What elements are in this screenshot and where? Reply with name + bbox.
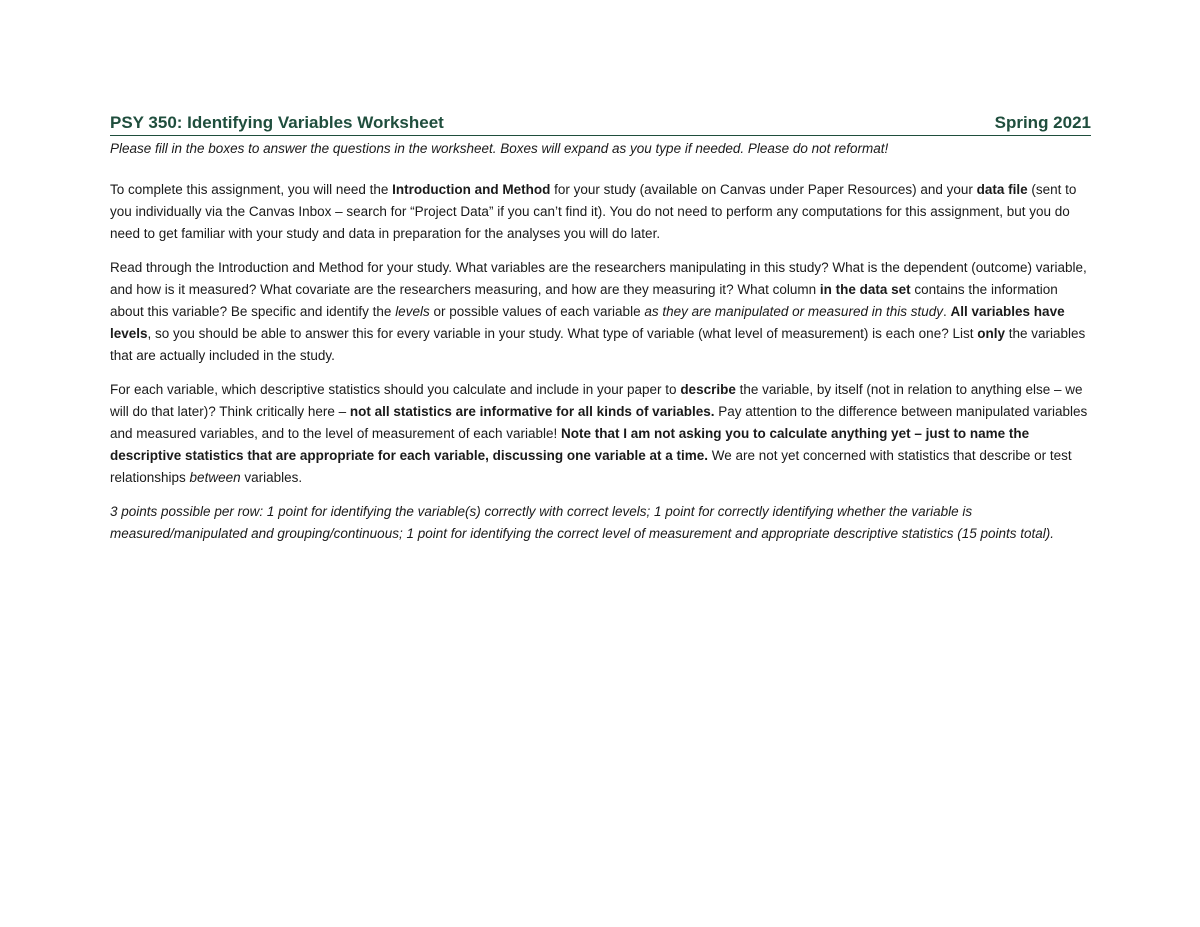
paragraph-descriptives (110, 379, 1091, 489)
paragraph-variables (110, 257, 1091, 367)
bold-text: All variables have levels (110, 304, 1065, 341)
text-span: To complete this assignment, you will need the (110, 182, 393, 197)
text-span: We are not yet concerned with statistics that describe or test relationships (110, 448, 1072, 485)
bold-text: only (977, 326, 1005, 341)
paragraph-scoring: 3 points possible per row: 1 point for identifying the variable(s) correctly with correct levels; 1 point for correctly identifying whether the variable is measured/manipulated and grouping/continuous; 1 point for identifying the correct level of measurement and appropriate descriptive statistics (15 points total). (110, 504, 1055, 541)
text-span: . (943, 304, 951, 319)
bold-text: in the data set (819, 282, 911, 297)
text-span: the variables that are actually included in the study. (110, 326, 1086, 363)
text-span: Read through the Introduction and Method for your study. What variables are the researchers manipulating in this study? What is the dependent (outcome) variable, and how is it measured? What covariate are the researchers measuring, and how are they measuring it? What column (110, 260, 1087, 297)
term-label: Spring 2021 (994, 113, 1091, 132)
text-span: or possible values of each variable (429, 304, 645, 319)
italic-text: as they are manipulated or measured in this study (644, 304, 943, 319)
page-title: PSY 350: Identifying Variables Worksheet (110, 113, 444, 132)
bold-text: Note that I am not asking you to calculate anything yet – just to name the descriptive statistics that are appropriate for each variable, discussing one variable at a time. (110, 426, 1030, 463)
instructions-text: Please fill in the boxes to answer the questions in the worksheet. Boxes will expand as you type if needed. Please do not reformat! (110, 141, 889, 156)
text-span: the variable, by itself (not in relation to anything else – we will do that later)? Think critically here – (110, 382, 1083, 419)
bold-text: not all statistics are informative for all kinds of variables. (349, 404, 715, 419)
italic-text: levels (395, 304, 430, 319)
text-span: variables. (240, 470, 303, 485)
bold-text: describe (680, 382, 736, 397)
worksheet-page (110, 112, 1091, 545)
text-span: Pay attention to the difference between manipulated variables and measured variables, and to the level of measurement of each variable! (110, 404, 1088, 441)
bold-text: data file (976, 182, 1028, 197)
bold-text: Introduction and Method (392, 182, 551, 197)
italic-text: between (189, 470, 241, 485)
text-span: For each variable, which descriptive statistics should you calculate and include in your paper to (110, 382, 681, 397)
text-span: contains the information about this variable? Be specific and identify the (110, 282, 1058, 319)
text-span: for your study (available on Canvas under Paper Resources) and your (550, 182, 977, 197)
text-span: , so you should be able to answer this for every variable in your study. What type of variable (what level of measurement) is each one? List (147, 326, 978, 341)
page-header (110, 112, 1091, 136)
text-span: (sent to you individually via the Canvas Inbox – search for “Project Data” if you can’t find it). You do not need to perform any computations for this assignment, but you do need to get familiar with your study and data in preparation for the analyses you will do later. (110, 182, 1077, 241)
paragraph-materials (110, 179, 1091, 245)
